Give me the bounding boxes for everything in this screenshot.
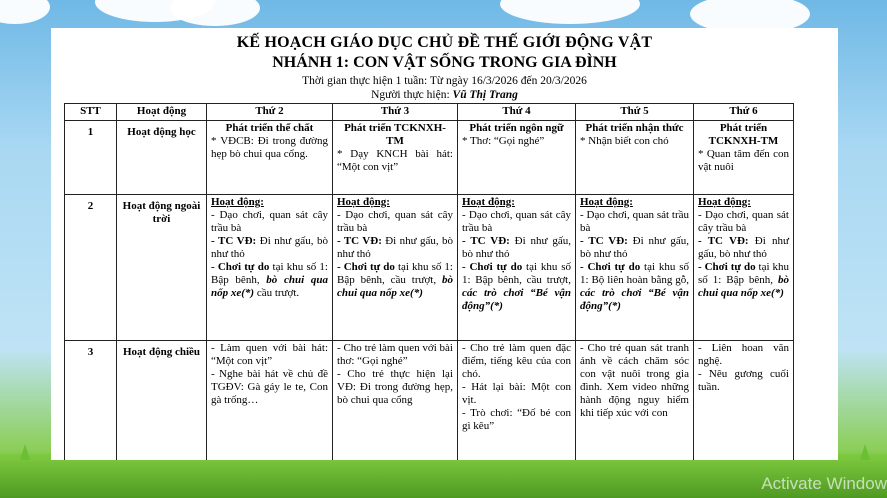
table-cell: - Cho trẻ làm quen với bài thơ: “Gọi nghé” - Cho trẻ thực hiện lại VĐ: Đi trong đường hẹp, bò chui qua cổng (333, 341, 458, 461)
table-header-row (65, 104, 794, 121)
grass-blade (860, 444, 870, 460)
activate-windows-watermark: Activate Window (761, 474, 887, 493)
row-number: 3 (65, 341, 117, 461)
activity-name: Hoạt động học (117, 121, 207, 195)
grass-blade (20, 444, 30, 460)
time-range: Thời gian thực hiện 1 tuần: Từ ngày 16/3/2026 đến 20/3/2026 (302, 75, 587, 87)
table-cell: Hoạt động: - Dạo chơi, quan sát cây trầu bà - TC VĐ: Đi như gấu, bò như thỏ - Chơi tự do tại khu số 1: Bập bênh, cầu trượt, các trò chơi “Bé vận động”(*) (458, 195, 576, 341)
activity-name: Hoạt động ngoài trời (117, 195, 207, 341)
table-header: STT (65, 104, 117, 121)
table-cell: Phát triển thể chất * VĐCB: Đi trong đường hẹp bò chui qua cổng. (207, 121, 333, 195)
performer-label: Người thực hiện: (371, 89, 450, 101)
table-header: Thứ 3 (333, 104, 458, 121)
table-cell: - Làm quen với bài hát: “Một con vịt” - Nghe bài hát về chủ đề TGĐV: Gà gáy le te, Con gà trống… (207, 341, 333, 461)
table-cell: Hoạt động: - Dạo chơi, quan sát trầu bà - TC VĐ: Đi như gấu, bò như thỏ - Chơi tự do tại khu số 1: Bộ liên hoàn bằng gỗ, các trò chơi “Bé vận động”(*) (576, 195, 694, 341)
table-cell: Phát triển TCKNXH-TM * Dạy KNCH bài hát: “Một con vịt” (333, 121, 458, 195)
table-cell: - Cho trẻ quan sát tranh ảnh về cách chăm sóc con vật nuôi trong gia đình. Xem video những hành động nguy hiểm khi tiếp xúc với con (576, 341, 694, 461)
plan-table (64, 103, 794, 460)
table-row (65, 121, 794, 195)
background-grass (0, 454, 887, 498)
table-header: Thứ 6 (694, 104, 794, 121)
table-header: Hoạt động (117, 104, 207, 121)
performer (51, 89, 838, 101)
table-cell: Phát triển nhận thức * Nhận biết con chó (576, 121, 694, 195)
row-number: 2 (65, 195, 117, 341)
table-cell: Phát triển ngôn ngữ * Thơ: “Gọi nghé” (458, 121, 576, 195)
table-header: Thứ 5 (576, 104, 694, 121)
table-cell: Hoạt động: - Dạo chơi, quan sát cây trầu bà - TC VĐ: Đi như gấu, bò như thỏ - Chơi tự do tại khu số 1: Bập bênh, cầu trượt, bò chui qua nốp xe(*) (333, 195, 458, 341)
performer-name: Vũ Thị Trang (452, 89, 518, 101)
document-page (51, 28, 838, 460)
table-cell: - Cho trẻ làm quen đặc điểm, tiếng kêu của con chó. - Hát lại bài: Một con vịt. - Trò chơi: “Đố bé con gì kêu” (458, 341, 576, 461)
table-cell: - Liên hoan văn nghệ. - Nêu gương cuối tuần. (694, 341, 794, 461)
table-cell: Hoạt động: - Dạo chơi, quan sát cây trầu bà - TC VĐ: Đi như gấu, bò như thỏ - Chơi tự do tại khu số 1: Bập bênh, bò chui qua nốp xe(*) cầu trượt. (207, 195, 333, 341)
table-header: Thứ 2 (207, 104, 333, 121)
table-row (65, 195, 794, 341)
table-header: Thứ 4 (458, 104, 576, 121)
page-title: KẾ HOẠCH GIÁO DỤC CHỦ ĐỀ THẾ GIỚI ĐỘNG VẬT (236, 34, 653, 51)
row-number: 1 (65, 121, 117, 195)
table-row (65, 341, 794, 461)
activity-name: Hoạt động chiều (117, 341, 207, 461)
page-subtitle: NHÁNH 1: CON VẬT SỐNG TRONG GIA ĐÌNH (272, 54, 617, 71)
table-cell: Phát triển TCKNXH-TM * Quan tâm đến con vật nuôi (694, 121, 794, 195)
table-cell: Hoạt động: - Dạo chơi, quan sát cây trầu bà - TC VĐ: Đi như gấu, bò như thỏ - Chơi tự do tại khu số 1: Bập bênh, bò chui qua nốp xe(*) (694, 195, 794, 341)
